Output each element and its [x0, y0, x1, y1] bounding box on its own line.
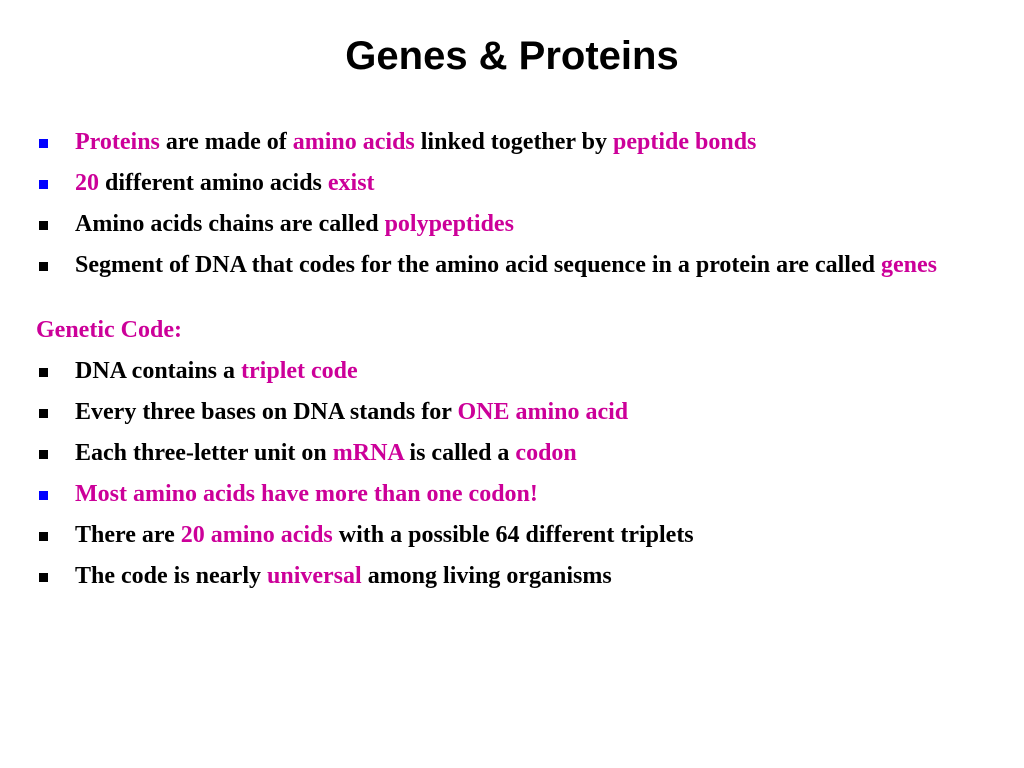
square-bullet-icon [39, 409, 48, 418]
square-bullet-icon [39, 180, 48, 189]
bullet-text: There are [75, 522, 181, 548]
square-bullet-icon [39, 221, 48, 230]
highlighted-term: codon [515, 440, 577, 466]
highlighted-term: mRNA [332, 440, 404, 466]
highlighted-term: 20 amino acids [180, 522, 333, 548]
highlighted-term: universal [267, 563, 362, 589]
highlighted-term: triplet code [241, 358, 358, 384]
bullet-text: Each three-letter unit on [75, 440, 333, 466]
square-bullet-icon [39, 139, 48, 148]
highlighted-term: Proteins [75, 129, 160, 155]
bullet-item [36, 125, 976, 159]
bullet-item [36, 248, 976, 282]
slide-content [36, 125, 976, 600]
square-bullet-icon [39, 450, 48, 459]
square-bullet-icon [39, 491, 48, 500]
square-bullet-icon [39, 573, 48, 582]
highlighted-term: 20 [75, 170, 99, 196]
section-heading: Genetic Code: [36, 317, 182, 343]
bullet-item [36, 166, 976, 200]
bullet-list-top [36, 125, 976, 282]
highlighted-term: genes [880, 252, 937, 278]
highlighted-term: peptide bonds [613, 129, 757, 155]
highlighted-term: Most amino acids have more than one codon! [75, 481, 538, 507]
square-bullet-icon [39, 532, 48, 541]
bullet-item [36, 518, 976, 552]
highlighted-term: ONE amino acid [457, 399, 629, 425]
highlighted-term: exist [327, 170, 375, 196]
bullet-text: among living organisms [361, 563, 612, 589]
bullet-text: are made of [159, 129, 293, 155]
bullet-text: The code is nearly [75, 563, 267, 589]
bullet-item [36, 395, 976, 429]
square-bullet-icon [39, 368, 48, 377]
bullet-text: Segment of DNA that codes for the amino acid sequence in a protein are called [75, 252, 881, 278]
bullet-item [36, 559, 976, 593]
bullet-item [36, 207, 976, 241]
highlighted-term: amino acids [292, 129, 415, 155]
slide-title: Genes & Proteins [345, 34, 679, 78]
highlighted-term: polypeptides [384, 211, 514, 237]
bullet-item [36, 477, 976, 511]
bullet-text: different amino acids [99, 170, 328, 196]
square-bullet-icon [39, 262, 48, 271]
bullet-text: DNA contains a [75, 358, 242, 384]
bullet-text: with a possible 64 different triplets [332, 522, 694, 548]
bullet-text: linked together by [414, 129, 613, 155]
bullet-text: Every three bases on DNA stands for [75, 399, 458, 425]
bullet-text: is called a [403, 440, 516, 466]
bullet-text: Amino acids chains are called [75, 211, 385, 237]
bullet-item [36, 436, 976, 470]
bullet-list-genetic-code [36, 354, 976, 593]
bullet-item [36, 354, 976, 388]
